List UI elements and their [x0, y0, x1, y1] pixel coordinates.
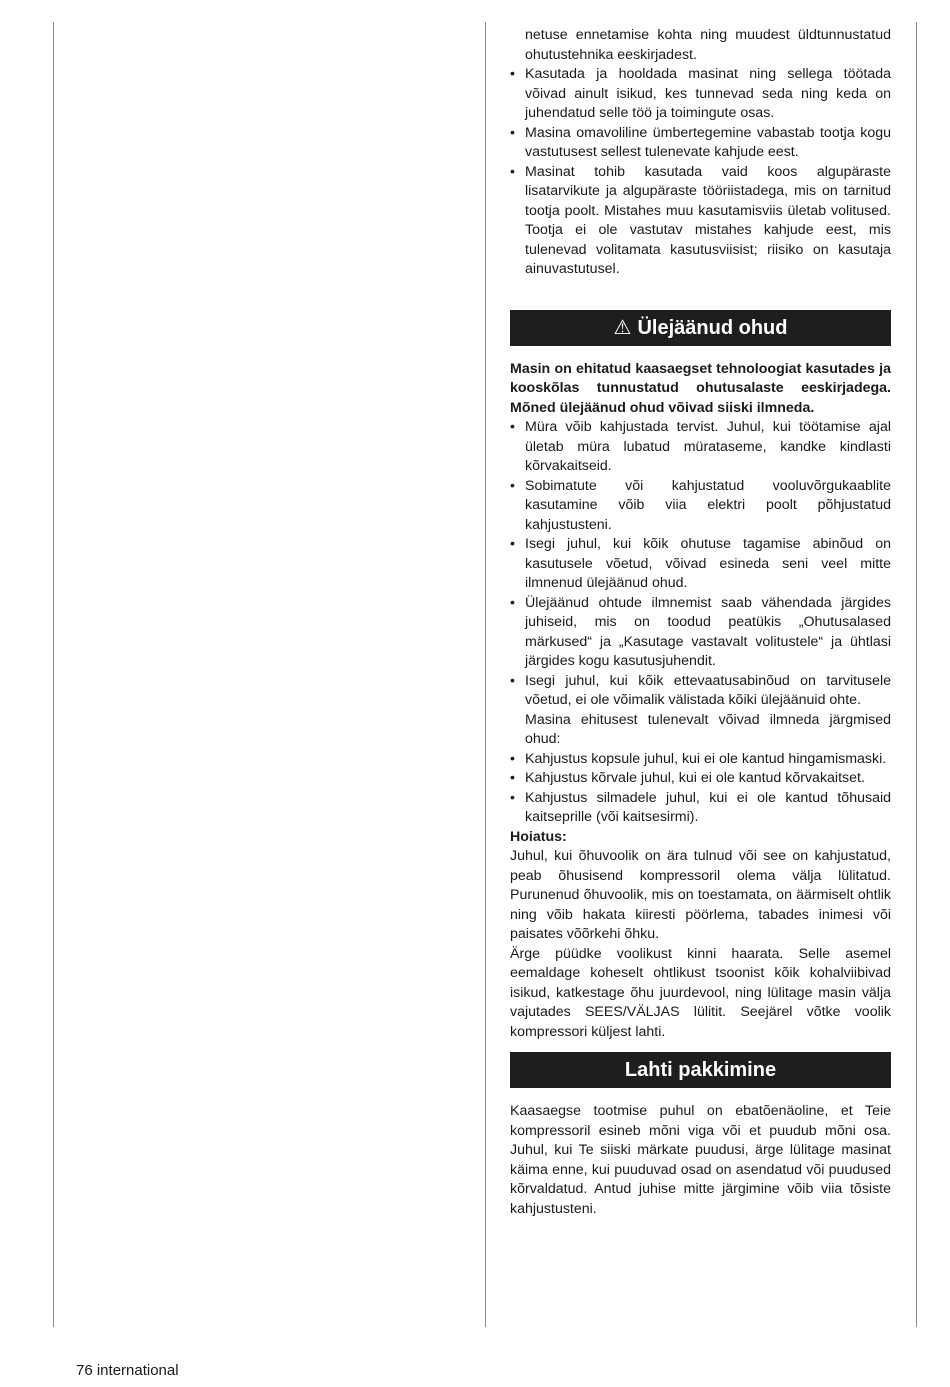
warning-icon: ⚠ — [613, 316, 632, 339]
list-item: • Müra võib kahjustada tervist. Juhul, kui töötamise ajal ületab müra lubatud mürataseme, kandke kindlasti kõrvakaitseid. — [510, 418, 891, 477]
list-item: • Kahjustus kopsule juhul, kui ei ole kantud hingamismaski. — [510, 750, 891, 770]
hazard-bullet-list — [510, 750, 891, 828]
unpacking-heading: Lahti pakkimine — [510, 1052, 891, 1088]
residual-hazards-heading — [510, 310, 891, 346]
hazard-intro: Masina ehitusest tulenevalt võivad ilmneda järgmised ohud: — [525, 711, 891, 747]
right-column — [510, 26, 891, 1219]
residual-intro: Masin on ehitatud kaasaegset tehnoloogiat kasutades ja kooskõlas tunnustatud ohutusalaste eeskirjadega. Mõned ülejäänud ohud võivad siiski ilmneda. — [510, 360, 891, 416]
page-footer: 76 international — [76, 1362, 179, 1379]
list-item: • Isegi juhul, kui kõik ettevaatusabinõud on tarvitusele võetud, ei ole võimalik välistada kõiki ülejäänuid ohte. — [510, 672, 891, 711]
unpacking-paragraph: Kaasaegse tootmise puhul on ebatõenäoline, et Teie kompressoril esineb mõni viga või et puudub mõni osa. Juhul, kui Te siiski märkate puudusi, ärge lülitage masinat käima enne, kui puuduvad osad on asendatud või puudused kõrvaldatud. Antud juhise mitte järgimine võib viia tõsiste kahjustusteni. — [510, 1103, 891, 1217]
center-column-rule — [485, 22, 486, 1327]
residual-hazards-title: Ülejäänud ohud — [637, 316, 788, 339]
list-item: • Masinat tohib kasutada vaid koos algupäraste lisatarvikute ja algupäraste tööriistadega, mis on tarnitud tootja poolt. Mistahes muu kasutamisviis ületab volitused. Tootja ei ole vastutav mistahes kahjude eest, mis tulenevad volitamata kasutusviisist; riisiko on kasutaja ainuvastutusel. — [510, 163, 891, 280]
left-margin-rule — [53, 22, 54, 1327]
list-item: • Sobimatute või kahjustatud vooluvõrgukaablite kasutamine võib viia elektri poolt põhjustatud kahjustusteni. — [510, 477, 891, 536]
right-margin-rule — [916, 22, 917, 1327]
residual-bullet-list — [510, 418, 891, 711]
list-item: • Masina omavoliline ümbertegemine vabastab tootja kogu vastutusest sellest tulenevate kahjude eest. — [510, 124, 891, 163]
warning-paragraph: Ärge püüdke voolikust kinni haarata. Selle asemel eemaldage koheselt ohtlikust tsoonist kõik kohalviibivad isikud, katkestage õhu juurdevool, ning lülitage masin välja vajutades SEES/VÄLJAS lülitit. Seejärel võtke voolik kompressori küljest lahti. — [510, 945, 891, 1040]
warning-paragraph: Juhul, kui õhuvoolik on ära tulnud või see on kahjustatud, peab õhusisend kompressoril olema välja lülitatud. Purunenud õhuvoolik, mis on toestamata, on äärmiselt ohtlik ning võib hakata kiiresti pöörlema, tabades inimesi või paisates võõrkehi õhku. — [510, 848, 891, 942]
list-item: • Isegi juhul, kui kõik ohutuse tagamise abinõud on kasutusele võetud, võivad esineda seni veel mitte ilmnenud ülejäänud ohud. — [510, 535, 891, 594]
list-item: • Kasutada ja hooldada masinat ning sellega töötada võivad ainult isikud, kes tunnevad seda ning keda on juhendatud selle töö ja toimingute osas. — [510, 65, 891, 124]
intro-bullet-list — [510, 65, 891, 280]
list-item: • Kahjustus kõrvale juhul, kui ei ole kantud kõrvakaitset. — [510, 769, 891, 789]
intro-continuation: netuse ennetamise kohta ning muudest üldtunnustatud ohutustehnika eeskirjadest. — [525, 27, 891, 63]
list-item: • Kahjustus silmadele juhul, kui ei ole kantud tõhusaid kaitseprille (või kaitsesirmi). — [510, 789, 891, 828]
list-item: • Ülejäänud ohtude ilmnemist saab vähendada järgides juhiseid, mis on toodud peatükis „Ohutusalased märkused“ ja „Kasutage vastavalt volitustele“ ja ühtlasi järgides kogu kasutusjuhendit. — [510, 594, 891, 672]
warning-label: Hoiatus: — [510, 828, 567, 845]
